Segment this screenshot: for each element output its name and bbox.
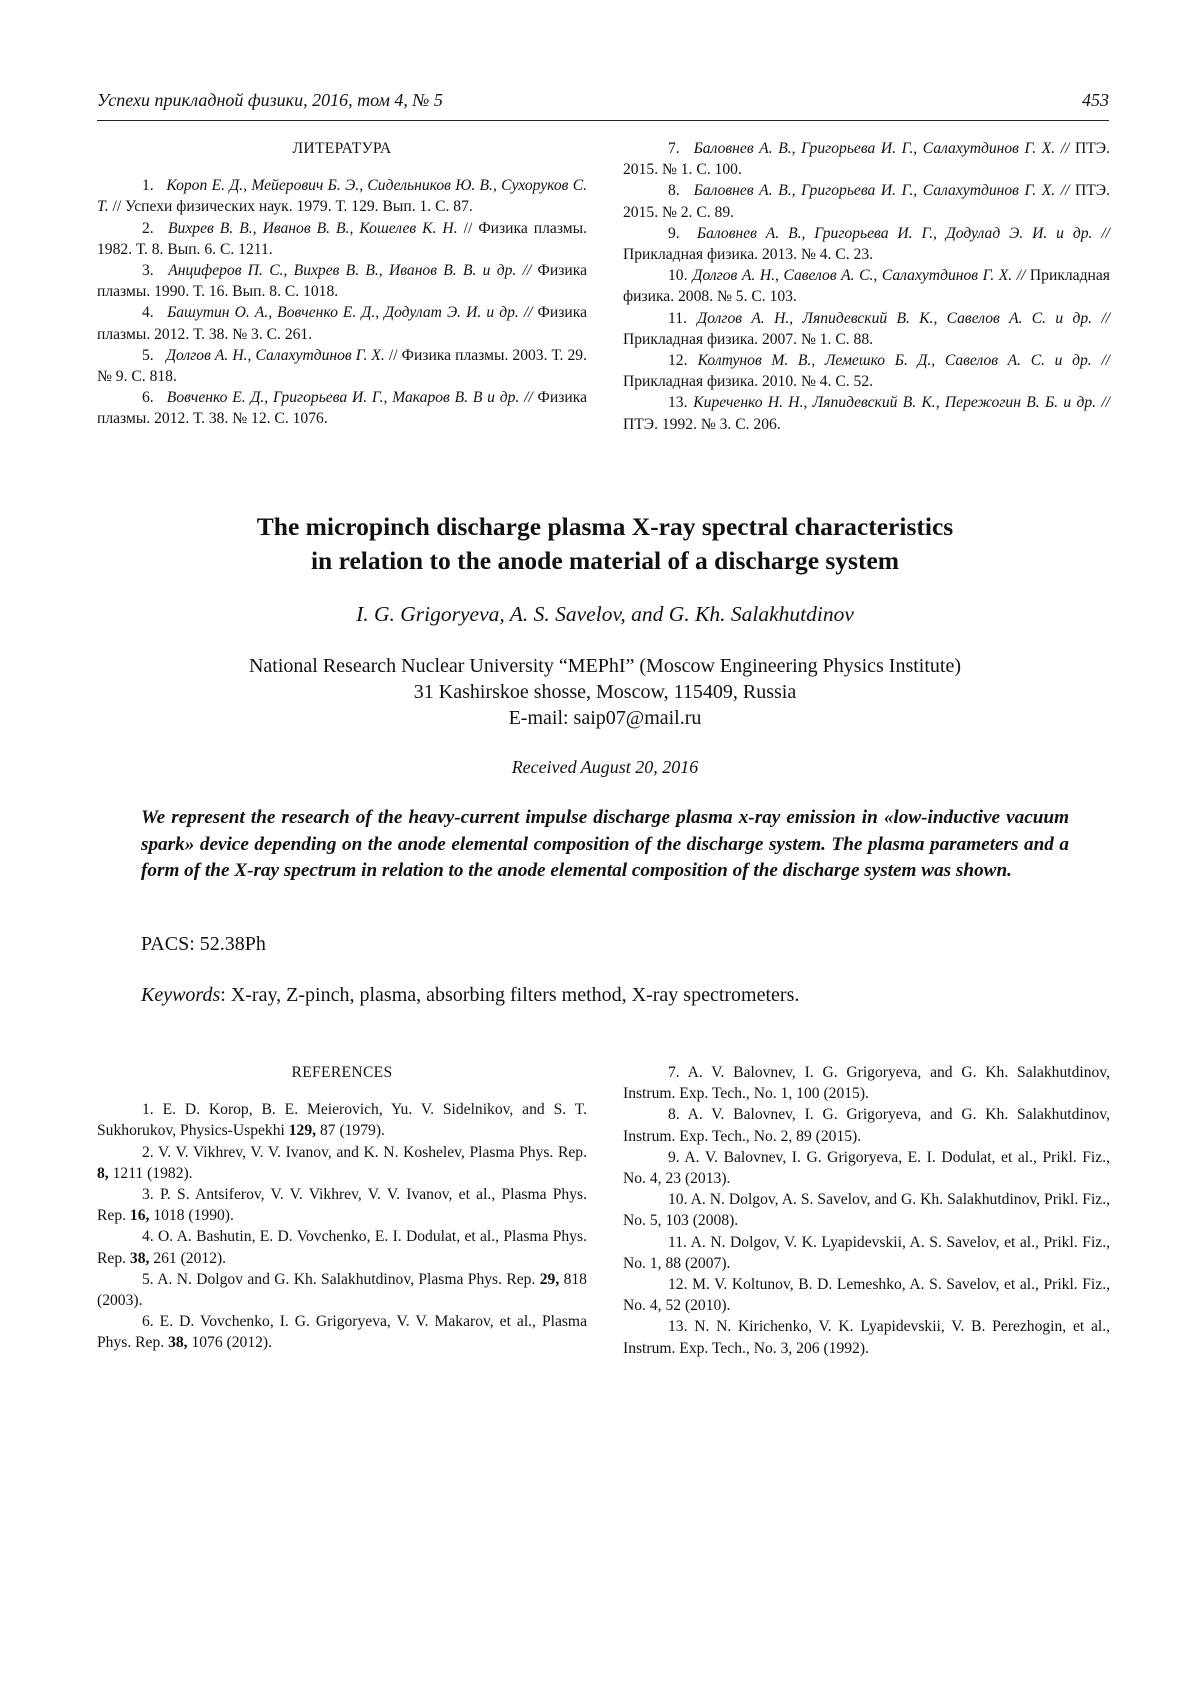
ru-reference-item: 5. Долгов А. Н., Салахутдинов Г. Х. // Физика плазмы. 2003. Т. 29. № 9. С. 818.: [97, 346, 587, 386]
ru-reference-item: 1. Короп Е. Д., Мейерович Б. Э., Сидельников Ю. В., Сухоруков С. Т. // Успехи физических наук. 1979. Т. 129. Вып. 1. С. 87.: [97, 177, 588, 216]
ru-references-left-column: [97, 138, 587, 430]
en-reference-item: 5. A. N. Dolgov and G. Kh. Salakhutdinov, Plasma Phys. Rep. 29, 818 (2003).: [97, 1270, 587, 1310]
ru-reference-item: 8. Баловнев А. В., Григорьева И. Г., Салахутдинов Г. Х. // ПТЭ. 2015. № 2. С. 89.: [623, 182, 1110, 221]
en-reference-item: 13. N. N. Kirichenko, V. K. Lyapidevskii, V. B. Perezhogin, et al., Instrum. Exp. Tech., No. 3, 206 (1992).: [623, 1318, 1110, 1357]
ru-reference-item: 7. Баловнев А. В., Григорьева И. Г., Салахутдинов Г. Х. // ПТЭ. 2015. № 1. С. 100.: [623, 140, 1110, 179]
paper-title-line-2: in relation to the anode material of a discharge system: [310, 546, 900, 575]
en-references-heading: REFERENCES: [291, 1064, 393, 1081]
ru-reference-item: 6. Вовченко Е. Д., Григорьева И. Г., Макаров В. В и др. // Физика плазмы. 2012. Т. 38. № 12. С. 1076.: [97, 389, 587, 428]
ru-references-heading: ЛИТЕРАТУРА: [292, 140, 392, 157]
en-references-right-column: [623, 1062, 1110, 1359]
en-reference-item: 4. O. A. Bashutin, E. D. Vovchenko, E. I. Dodulat, et al., Plasma Phys. Rep. 38, 261 (2012).: [97, 1228, 587, 1267]
en-reference-item: 10. A. N. Dolgov, A. S. Savelov, and G. Kh. Salakhutdinov, Prikl. Fiz., No. 5, 103 (2008).: [623, 1191, 1110, 1230]
affiliation: [100, 653, 1110, 731]
ru-reference-item: 4. Башутин О. А., Вовченко Е. Д., Додулат Э. И. и др. // Физика плазмы. 2012. Т. 38. № 3. С. 261.: [97, 304, 587, 343]
paper-title: [100, 510, 1110, 578]
en-reference-item: 3. P. S. Antsiferov, V. V. Vikhrev, V. V. Ivanov, et al., Plasma Phys. Rep. 16, 1018 (1990).: [97, 1186, 587, 1225]
affiliation-address: 31 Kashirskoe shosse, Moscow, 115409, Russia: [413, 681, 797, 703]
received-date: Received August 20, 2016: [511, 757, 699, 777]
page-number: 453: [1082, 90, 1109, 110]
ru-reference-item: 12. Колтунов М. В., Лемешко Б. Д., Савелов А. С. и др. // Прикладная физика. 2010. № 4. С. 52.: [623, 352, 1111, 391]
ru-reference-item: 9. Баловнев А. В., Григорьева И. Г., Додулад Э. И. и др. // Прикладная физика. 2013. № 4. С. 23.: [623, 224, 1110, 264]
pacs-code: PACS: 52.38Ph: [141, 933, 266, 955]
en-reference-item: 1. E. D. Korop, B. E. Meierovich, Yu. V. Sidelnikov, and S. T. Sukhorukov, Physics-Uspekhi 129, 87 (1979).: [97, 1101, 587, 1140]
ru-reference-item: 3. Анциферов П. С., Вихрев В. В., Иванов В. В. и др. // Физика плазмы. 1990. Т. 16. Вып. 8. С. 1018.: [97, 262, 587, 301]
keywords: [141, 984, 1101, 1007]
en-reference-item: 7. A. V. Balovnev, I. G. Grigoryeva, and G. Kh. Salakhutdinov, Instrum. Exp. Tech., No. 1, 100 (2015).: [623, 1064, 1110, 1103]
running-header: [97, 90, 1109, 121]
affiliation-email: E-mail: saip07@mail.ru: [508, 707, 702, 729]
ru-reference-item: 2. Вихрев В. В., Иванов В. В., Кошелев К. Н. // Физика плазмы. 1982. Т. 8. Вып. 6. С. 1211.: [97, 219, 587, 258]
en-reference-item: 8. A. V. Balovnev, I. G. Grigoryeva, and G. Kh. Salakhutdinov, Instrum. Exp. Tech., No. 2, 89 (2015).: [623, 1106, 1110, 1145]
ru-references-right-column: [623, 138, 1110, 435]
ru-reference-item: 10. Долгов А. Н., Савелов А. С., Салахутдинов Г. Х. // Прикладная физика. 2008. № 5. С. 103.: [623, 267, 1110, 306]
affiliation-university: National Research Nuclear University “MEPhI” (Moscow Engineering Physics Institute): [248, 655, 962, 677]
en-reference-item: 12. M. V. Koltunov, B. D. Lemeshko, A. S. Savelov, et al., Prikl. Fiz., No. 4, 52 (2010).: [623, 1276, 1110, 1315]
ru-reference-item: 13. Киреченко Н. Н., Ляпидевский В. К., Пережогин В. Б. и др. // ПТЭ. 1992. № 3. С. 206.: [623, 394, 1110, 433]
en-reference-item: 2. V. V. Vikhrev, V. V. Ivanov, and K. N. Koshelev, Plasma Phys. Rep. 8, 1211 (1982).: [97, 1143, 587, 1182]
en-references-left-column: [97, 1062, 587, 1354]
paper-title-line-1: The micropinch discharge plasma X-ray spectral characteristics: [256, 512, 954, 541]
abstract: We represent the research of the heavy-current impulse discharge plasma x-ray emission in «low-inductive vacuum spark» device depending on the anode elemental composition of the discharge system. The plasma parameters and a form of the X-ray spectrum in relation to the anode elemental composition of the discharge system was shown.: [141, 807, 1069, 881]
keywords-label: Keywords: [141, 984, 221, 1006]
keywords-list: : X-ray, Z-pinch, plasma, absorbing filters method, X-ray spectrometers.: [220, 984, 800, 1006]
journal-citation: Успехи прикладной физики, 2016, том 4, № 5: [97, 90, 443, 110]
en-reference-item: 9. A. V. Balovnev, I. G. Grigoryeva, E. I. Dodulat, et al., Prikl. Fiz., No. 4, 23 (2013).: [623, 1148, 1110, 1188]
paper-authors: I. G. Grigoryeva, A. S. Savelov, and G. Kh. Salakhutdinov: [356, 602, 854, 626]
en-reference-item: 11. A. N. Dolgov, V. K. Lyapidevskii, A. S. Savelov, et al., Prikl. Fiz., No. 1, 88 (2007).: [623, 1233, 1110, 1272]
ru-reference-item: 11. Долгов А. Н., Ляпидевский В. К., Савелов А. С. и др. // Прикладная физика. 2007. № 1. С. 88.: [623, 309, 1110, 348]
en-reference-item: 6. E. D. Vovchenko, I. G. Grigoryeva, V. V. Makarov, et al., Plasma Phys. Rep. 38, 1076 (2012).: [97, 1313, 587, 1352]
